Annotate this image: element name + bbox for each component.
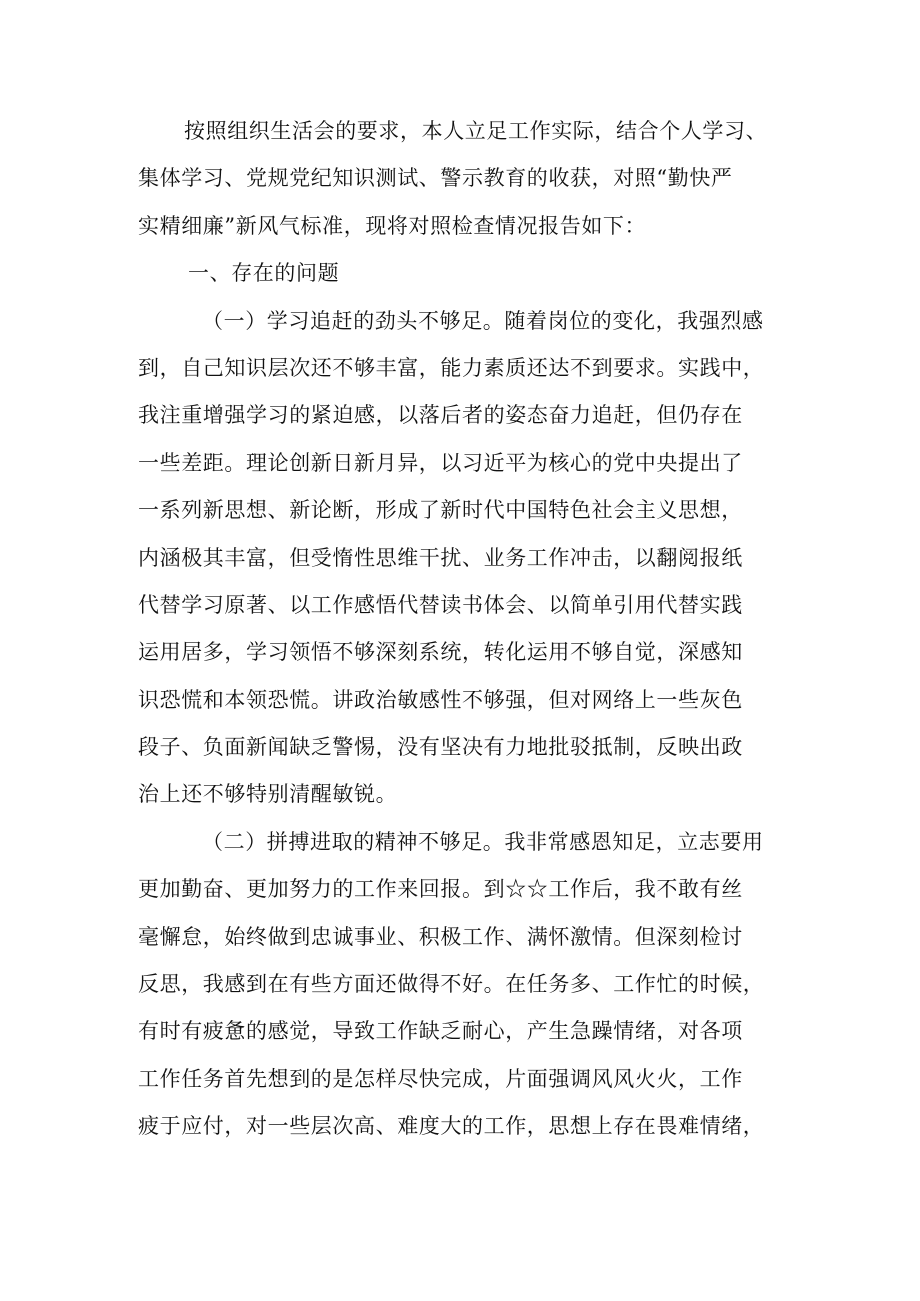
paragraph-line: 段子、负面新闻缺乏警惕，没有坚决有力地批驳抵制，反映出政 [138, 735, 743, 760]
paragraph-line: 反思，我感到在有些方面还做得不好。在任务多、工作忙的时候， [138, 972, 765, 997]
intro-line: 集体学习、党规党纪知识测试、警示教育的收获，对照“勤快严 [138, 166, 733, 191]
paragraph-line: 工作任务首先想到的是怎样尽快完成，片面强调风风火火，工作 [138, 1066, 743, 1091]
paragraph-line: 内涵极其丰富，但受惰性思维干扰、业务工作冲击，以翻阅报纸 [138, 545, 743, 570]
paragraph-line: 有时有疲惫的感觉，导致工作缺乏耐心，产生急躁情绪，对各项 [138, 1019, 743, 1044]
problem-item-1 [138, 298, 800, 819]
paragraph-line: （二）拼搏进取的精神不够足。我非常感恩知足，立志要用 [202, 829, 764, 854]
problem-item-2 [138, 819, 800, 1151]
paragraph-line: 代替学习原著、以工作感悟代替读书体会、以简单引用代替实践 [138, 592, 743, 617]
document-body [138, 108, 800, 1151]
paragraph-line: 我注重增强学习的紧迫感，以落后者的姿态奋力追赶，但仍存在 [138, 403, 743, 428]
paragraph-line: （一）学习追赶的劲头不够足。随着岗位的变化，我强烈感 [202, 308, 764, 333]
intro-paragraph [138, 108, 800, 250]
section-heading: 一、存在的问题 [188, 261, 340, 286]
paragraph-line: 运用居多，学习领悟不够深刻系统，转化运用不够自觉，深感知 [138, 640, 743, 665]
paragraph-line: 疲于应付，对一些层次高、难度大的工作，思想上存在畏难情绪， [138, 1114, 765, 1139]
paragraph-line: 更加勤奋、更加努力的工作来回报。到☆☆工作后，我不敢有丝 [138, 877, 743, 902]
intro-line: 实精细廉”新风气标准，现将对照检查情况报告如下： [138, 213, 647, 238]
paragraph-line: 到，自己知识层次还不够丰富，能力素质还达不到要求。实践中， [138, 355, 765, 380]
intro-line: 按照组织生活会的要求，本人立足工作实际，结合个人学习、 [184, 119, 768, 143]
paragraph-line: 识恐慌和本领恐慌。讲政治敏感性不够强，但对网络上一些灰色 [138, 687, 743, 712]
paragraph-line: 一系列新思想、新论断，形成了新时代中国特色社会主义思想， [138, 498, 743, 523]
paragraph-line: 一些差距。理论创新日新月异，以习近平为核心的党中央提出了 [138, 450, 743, 475]
paragraph-line: 毫懈怠，始终做到忠诚事业、积极工作、满怀激情。但深刻检讨 [138, 924, 743, 949]
paragraph-line: 治上还不够特别清醒敏锐。 [138, 782, 398, 807]
